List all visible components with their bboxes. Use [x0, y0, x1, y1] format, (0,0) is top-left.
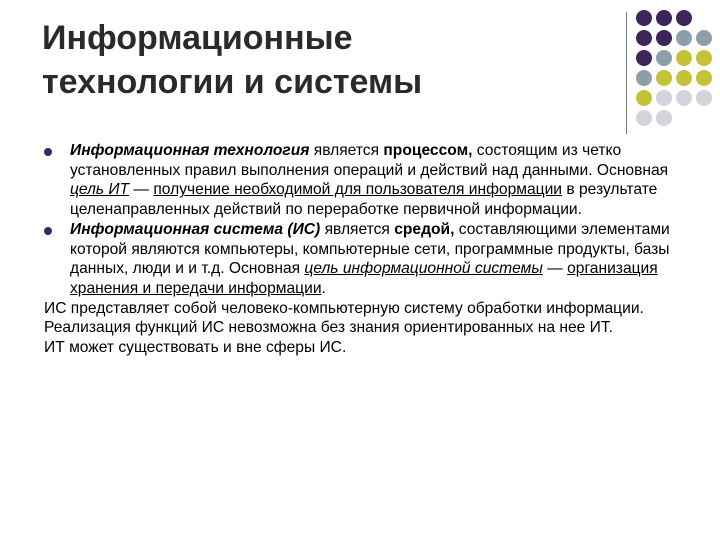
is-goal-text: организация хранения и передачи информации	[70, 260, 658, 297]
decorative-dot	[676, 30, 692, 46]
is-environment-word: средой,	[394, 220, 455, 238]
text-span: является	[309, 142, 384, 159]
decorative-dot	[656, 70, 672, 86]
text-span: состоящим из четко установленных правил выполнения операций и действий над данными. Основная	[70, 142, 669, 179]
it-term: Информационная технология	[70, 142, 310, 159]
slide-body	[44, 141, 684, 358]
decorative-dot	[696, 30, 712, 46]
decorative-dot	[656, 110, 672, 126]
decorative-dot	[636, 50, 652, 66]
decorative-dot	[696, 50, 712, 66]
is-goal-label: цель информационной системы	[304, 260, 543, 278]
decorative-dot	[656, 50, 672, 66]
bullet-dot-icon	[44, 148, 52, 156]
decorative-dot	[636, 10, 652, 26]
decorative-dot	[656, 90, 672, 106]
decorative-dot	[656, 30, 672, 46]
bullet-item-it	[44, 141, 684, 220]
paragraph-it-outside-is: ИТ может существовать и вне сферы ИС.	[44, 339, 347, 357]
title-line-2: технологии и системы	[42, 63, 423, 101]
paragraph-is-definition: ИС представляет собой человеко-компьютерную систему обработки информации.	[44, 299, 644, 317]
decorative-dot	[676, 70, 692, 86]
decorative-dot	[696, 70, 712, 86]
it-process-word: процессом,	[383, 142, 473, 159]
bullet-dot-icon	[44, 227, 52, 235]
bullet-item-is	[44, 220, 684, 299]
decorative-dot-grid	[636, 10, 720, 130]
decorative-dot	[676, 10, 692, 26]
decorative-dot	[636, 110, 652, 126]
text-span: составляющими элементами которой являются компьютеры, компьютерные сети, программные продукты, базы данных, люди и и т.д. Основная	[70, 220, 670, 278]
decorative-dot	[636, 70, 652, 86]
title-line-1: Информационные	[42, 19, 353, 57]
text-span: —	[129, 181, 150, 199]
decorative-dot	[676, 50, 692, 66]
text-span: .	[321, 279, 326, 297]
decorative-dot	[636, 90, 652, 106]
decorative-divider	[626, 12, 627, 134]
text-span: является	[320, 220, 395, 238]
text-span: —	[542, 260, 563, 278]
it-goal-text: получение необходимой для пользователя информации	[153, 181, 563, 199]
decorative-dot	[676, 90, 692, 106]
decorative-dot	[656, 10, 672, 26]
it-goal-label: цель ИТ	[70, 181, 130, 199]
decorative-dot	[636, 30, 652, 46]
paragraph-is-functions: Реализация функций ИС невозможна без знания ориентированных на нее ИТ.	[44, 319, 614, 337]
is-term: Информационная система (ИС)	[70, 220, 321, 238]
decorative-dot	[696, 90, 712, 106]
slide-title	[42, 16, 602, 104]
text-span: в результате целенаправленных действий по переработке первичной информации.	[70, 181, 658, 219]
